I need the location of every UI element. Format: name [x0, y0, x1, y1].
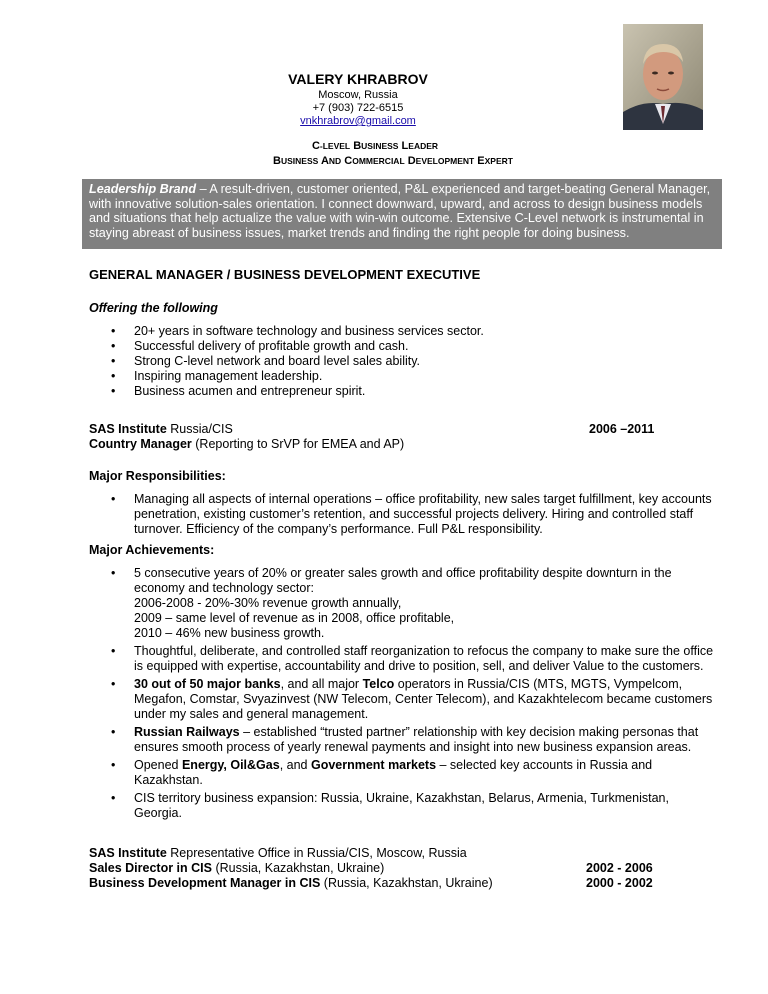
job1-role-note: (Reporting to SrVP for EMEA and AP): [191, 437, 405, 451]
leadership-brand-box: [82, 179, 722, 249]
job1-years: 2006 –2011: [589, 422, 655, 436]
list-item: • Successful delivery of profitable growth and cash.: [111, 339, 409, 353]
offering-list: [111, 324, 734, 399]
offering-title: Offering the following: [89, 301, 218, 315]
responsibilities-list: [111, 492, 724, 537]
email-link[interactable]: vnkhrabrov@gmail.com: [300, 115, 416, 127]
list-item: • Inspiring management leadership.: [111, 369, 323, 383]
job1-role-line: [89, 437, 404, 453]
achievements-list: [111, 566, 714, 821]
job1-company-line: [89, 422, 233, 438]
job1-role: Country Manager: [89, 437, 192, 451]
list-item: • Russian Railways – established “trusted partner” relationship with key decision making personas that ensures smooth process of yearly renewal payments and insight into new business expansion areas.: [111, 725, 699, 754]
list-item: • Strong C-level network and board level sales ability.: [111, 354, 421, 368]
list-item: • CIS territory business expansion: Russia, Ukraine, Kazakhstan, Belarus, Armenia, Turkmenistan, Georgia.: [111, 791, 669, 820]
job1-company: SAS Institute: [89, 422, 167, 436]
list-item: • Thoughtful, deliberate, and controlled staff reorganization to refocus the company to make sure the office is equipped with expertise, accountability and drive to position, sell, and deliver Value to the customers.: [111, 644, 714, 673]
location: Moscow, Russia: [318, 89, 398, 101]
list-item: • 20+ years in software technology and business services sector.: [111, 324, 484, 338]
job2-role1: Sales Director in CIS: [89, 861, 212, 875]
headline: GENERAL MANAGER / BUSINESS DEVELOPMENT EXECUTIVE: [89, 267, 481, 282]
list-item: • 30 out of 50 major banks, and all major Telco operators in Russia/CIS (MTS, MGTS, Vympelcom, Megafon, Comstar, Svyazinvest (NW Telecom, Center Telecom), and Kazakhtelecom became customers under my sales and general management.: [111, 677, 713, 721]
candidate-name: VALERY KHRABROV: [288, 71, 428, 87]
job2-role2: Business Development Manager in CIS: [89, 876, 321, 890]
job1-location: Russia/CIS: [166, 422, 233, 436]
job2-role2-note: (Russia, Kazakhstan, Ukraine): [320, 876, 493, 890]
profile-photo: [623, 24, 703, 130]
job2-role2-line: [89, 876, 493, 892]
job2-role1-note: (Russia, Kazakhstan, Ukraine): [211, 861, 385, 875]
job2-company-note: Representative Office in Russia/CIS, Moscow, Russia: [166, 846, 467, 860]
brand-text: – A result-driven, customer oriented, P&L experienced and target-beating General Manager, with innovative solution-sales orientation. I connect downward, upward, and across to design business models and situations that help actualize the value with win-win outcome. Extensive C-Level network is instrumental in staying abreast of business issues, market trends and finding the right people for doing business.: [89, 182, 711, 240]
title-line-1: C-LEVEL BUSINESS LEADER: [311, 140, 439, 152]
achievements-title: Major Achievements:: [89, 543, 215, 557]
list-item: • Managing all aspects of internal operations – office profitability, new sales target fulfillment, key accounts penetration, existing customer’s retention, and successful projects delivery. Hiring and controlled staff turnover. Efficiency of the company’s performance. Full P&L responsibility.: [111, 492, 712, 536]
list-item: • Opened Energy, Oil&Gas, and Government markets – selected key accounts in Russia and Kazakhstan.: [111, 758, 653, 787]
job2-role1-line: [89, 861, 384, 877]
job2-role1-years: 2002 - 2006: [586, 861, 653, 875]
title-line-2: BUSINESS AND COMMERCIAL DEVELOPMENT EXPERT: [273, 155, 513, 167]
phone: +7 (903) 722-6515: [312, 102, 404, 114]
list-item: • 5 consecutive years of 20% or greater sales growth and office profitability despite downturn in the economy and technology sector: 2006-2008 - 20%-30% revenue growth annually, 2009 – same level of revenue as in 2008, office profitable, 2010 – 46% new business growth.: [111, 566, 672, 640]
job2-company-line: [89, 846, 467, 862]
brand-label: Leadership Brand: [89, 182, 197, 196]
list-item: • Business acumen and entrepreneur spirit.: [111, 384, 366, 398]
job2-role2-years: 2000 - 2002: [586, 876, 653, 890]
job2-company: SAS Institute: [89, 846, 167, 860]
responsibilities-title: Major Responsibilities:: [89, 469, 226, 483]
